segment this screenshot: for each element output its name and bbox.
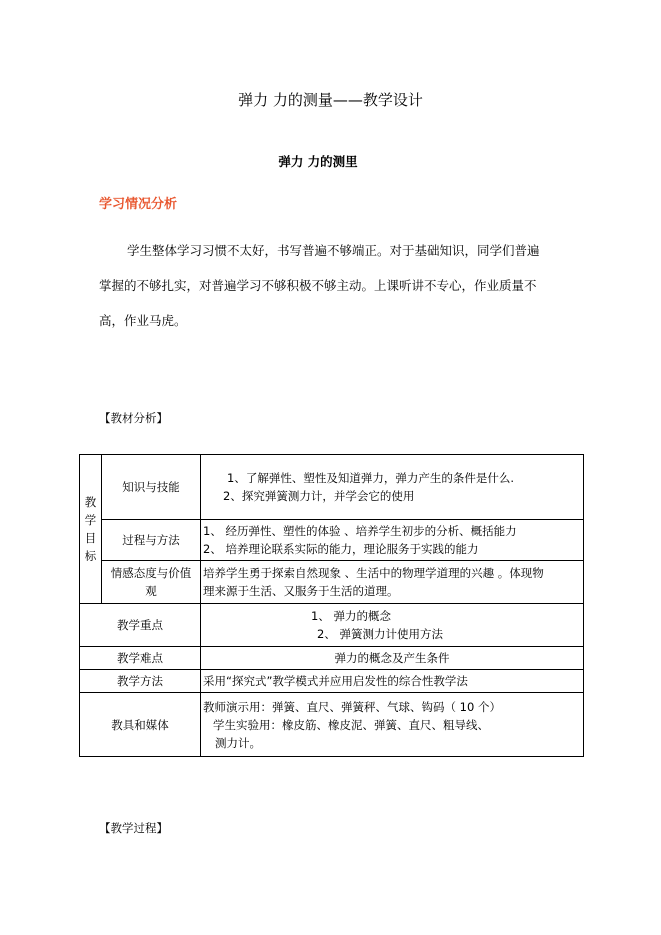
emotion-label [102,561,201,604]
emotion-content [201,561,584,604]
knowledge-line: 2、探究弹簧测力计，并学会它的使用 [223,489,415,503]
table-row [80,455,584,520]
table-row [80,561,584,604]
media-line: 测力计。 [215,735,261,750]
material-analysis-heading: 【教材分析】 [99,411,168,425]
method-content: 采用“探究式”教学模式并应用启发性的综合性教学法 [201,670,584,693]
key-points-content [201,604,584,647]
paragraph-line: 高，作业马虎。 [99,313,187,328]
paragraph-line: 学生整体学习习惯不太好，书写普遍不够端正。对于基础知识，同学们普遍 [127,243,540,258]
key-point-line: 2、 弹簧测力计使用方法 [317,627,443,641]
table-row [80,693,584,757]
process-line: 2、 培养理论联系实际的能力，理论服务于实践的能力 [203,542,479,556]
key-points-label: 教学重点 [80,604,201,647]
knowledge-line: 1、了解弹性、塑性及知道弹力，弹力产生的条件是什么. [227,471,514,485]
goals-label-char: 教 [84,495,97,509]
key-point-line: 1、 弹力的概念 [311,609,391,623]
goals-label-char: 标 [84,549,97,563]
media-line: 学生实验用：橡皮筋、橡皮泥、弹簧、直尺、粗导线、 [213,717,489,732]
knowledge-content [201,455,584,520]
process-content [201,520,584,561]
teaching-process-heading: 【教学过程】 [99,821,168,835]
emotion-line: 培养学生勇于探索自然现象 、生活中的物理学道理的兴趣 。体现物 [203,566,544,580]
process-line: 1、 经历弹性、塑性的体验 、培养学生初步的分析、概括能力 [203,524,517,538]
media-line: 教师演示用：弹簧、直尺、弹簧秤、气球、钩码（ 10 个） [203,699,501,714]
goals-label-cell [80,455,102,604]
media-label: 教具和媒体 [80,693,201,757]
document-subtitle: 弹力 力的测里 [278,154,358,169]
media-content [201,693,584,757]
difficulties-label: 教学难点 [80,647,201,670]
paragraph-line: 掌握的不够扎实，对普遍学习不够积极不够主动。上课听讲不专心，作业质量不 [99,278,537,293]
emotion-line: 理来源于生活、又服务于生活的道理。 [203,584,399,598]
knowledge-label: 知识与技能 [102,455,201,520]
emotion-label-line: 情感态度与价值 [110,566,192,580]
table-row [80,604,584,647]
difficulties-content: 弹力的概念及产生条件 [201,647,584,670]
process-label: 过程与方法 [102,520,201,561]
document-title: 弹力 力的测量——教学设计 [238,91,423,109]
goals-label-char: 目 [84,531,97,545]
emotion-label-line: 观 [145,584,157,598]
table-row [80,520,584,561]
teaching-design-table [79,454,584,757]
method-label: 教学方法 [80,670,201,693]
table-row [80,670,584,693]
table-row [80,647,584,670]
section-heading-learning-analysis: 学习情况分析 [99,197,178,212]
goals-label-char: 学 [84,513,97,527]
